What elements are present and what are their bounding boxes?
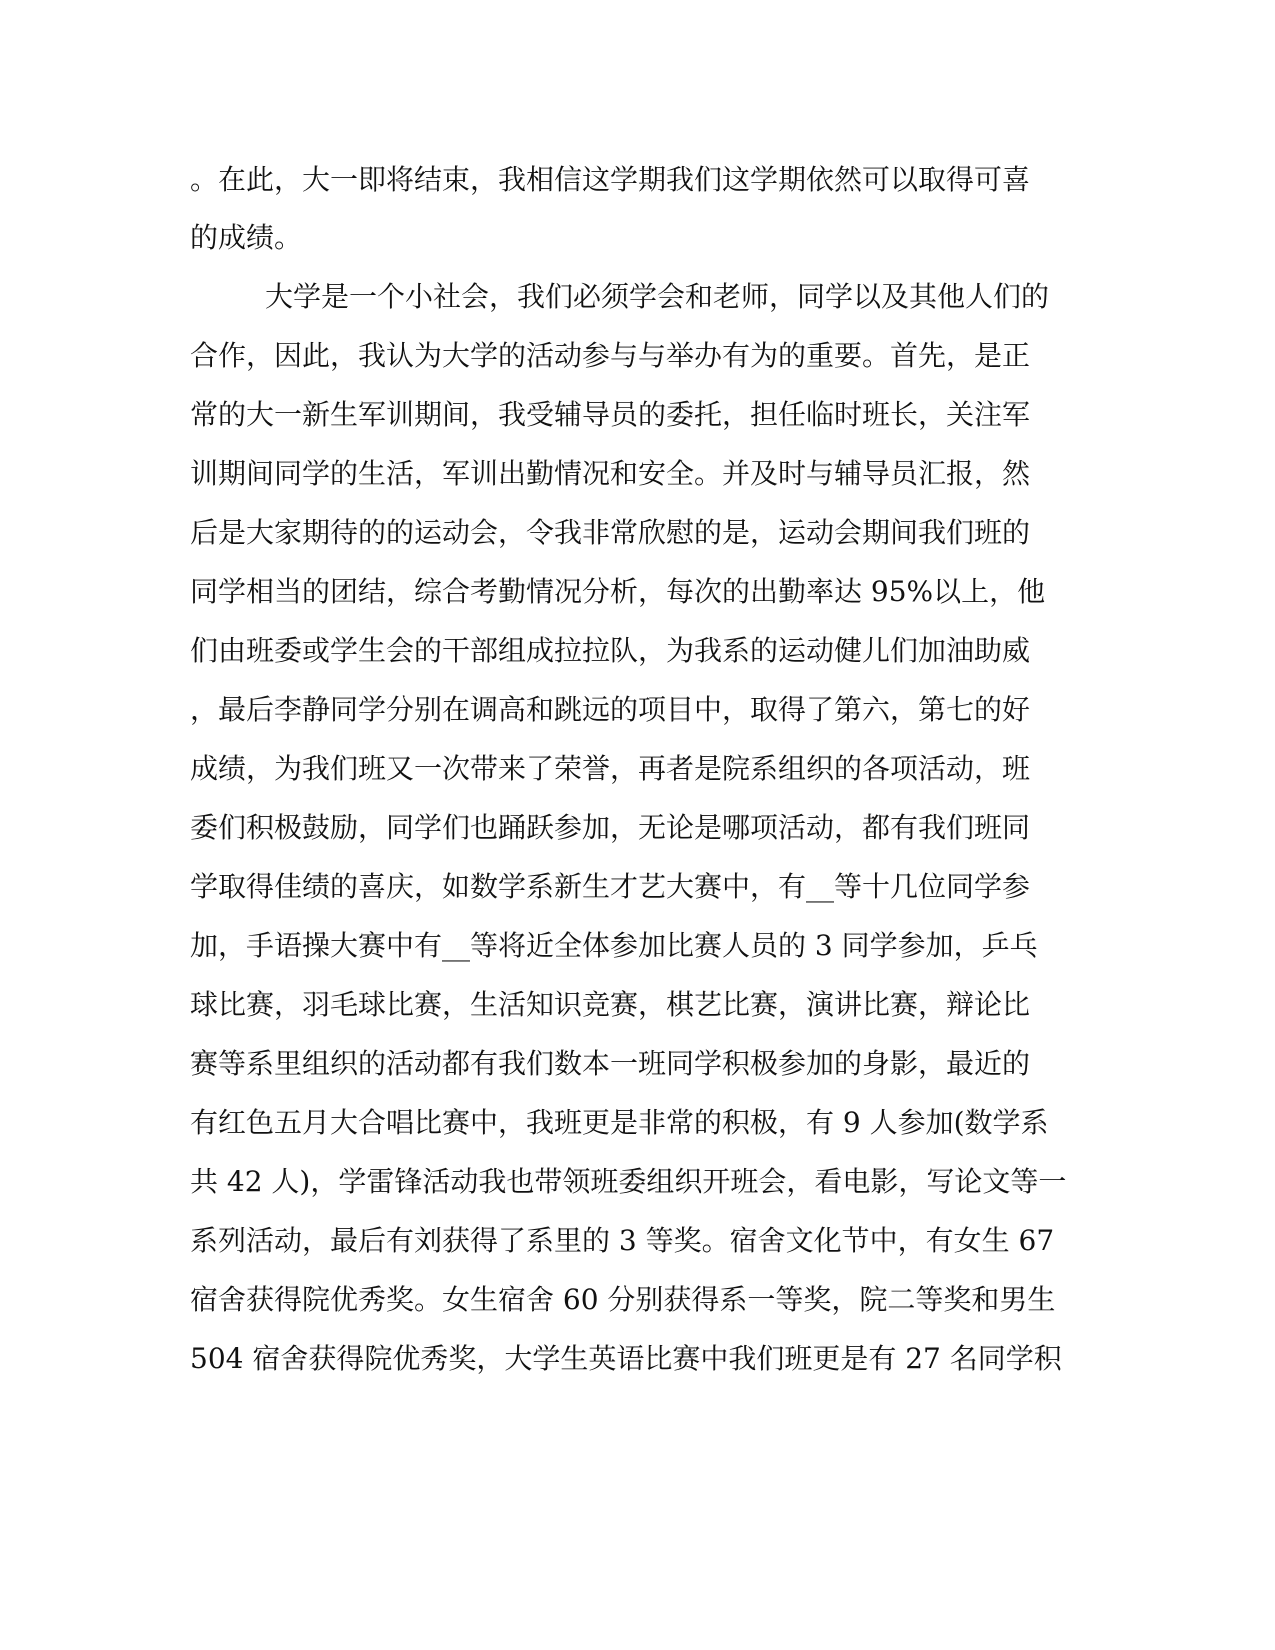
text-line: 宿舍获得院优秀奖。女生宿舍 60 分别获得系一等奖，院二等奖和男生 [190,1283,1056,1316]
text-line: 系列活动，最后有刘获得了系里的 3 等奖。宿舍文化节中，有女生 67 [190,1224,1055,1257]
text-line: 赛等系里组织的活动都有我们数本一班同学积极参加的身影，最近的 [190,1047,1031,1080]
text-line: 们由班委或学生会的干部组成拉拉队，为我系的运动健儿们加油助威 [190,634,1031,667]
text-line: 同学相当的团结，综合考勤情况分析，每次的出勤率达 95%以上，他 [190,575,1046,608]
text-line: ，最后李静同学分别在调高和跳远的项目中，取得了第六，第七的好 [190,693,1031,726]
text-line: 后是大家期待的的运动会，令我非常欣慰的是，运动会期间我们班的 [190,516,1031,549]
text-line: 委们积极鼓励，同学们也踊跃参加，无论是哪项活动，都有我们班同 [190,811,1031,844]
text-line: 共 42 人)，学雷锋活动我也带领班委组织开班会，看电影，写论文等一 [190,1165,1067,1198]
text-line: 常的大一新生军训期间，我受辅导员的委托，担任临时班长，关注军 [190,398,1031,431]
text-line: 加，手语操大赛中有__等将近全体参加比赛人员的 3 同学参加，乒乓 [190,929,1038,962]
text-line: 训期间同学的生活，军训出勤情况和安全。并及时与辅导员汇报，然 [190,457,1031,490]
text-line: 成绩，为我们班又一次带来了荣誉，再者是院系组织的各项活动，班 [190,752,1031,785]
text-line: 504 宿舍获得院优秀奖，大学生英语比赛中我们班更是有 27 名同学积 [190,1342,1062,1375]
text-line: 。在此，大一即将结束，我相信这学期我们这学期依然可以取得可喜 [190,163,1031,196]
text-line: 合作，因此，我认为大学的活动参与与举办有为的重要。首先，是正 [190,339,1031,372]
text-line: 学取得佳绩的喜庆，如数学系新生才艺大赛中，有__等十几位同学参 [190,870,1031,903]
text-line: 有红色五月大合唱比赛中，我班更是非常的积极，有 9 人参加(数学系 [190,1106,1049,1139]
text-line: 球比赛，羽毛球比赛，生活知识竞赛，棋艺比赛，演讲比赛，辩论比 [190,988,1031,1021]
text-line: 的成绩。 [190,221,303,254]
paragraph-start-line: 大学是一个小社会，我们必须学会和老师，同学以及其他人们的 [265,280,1050,313]
